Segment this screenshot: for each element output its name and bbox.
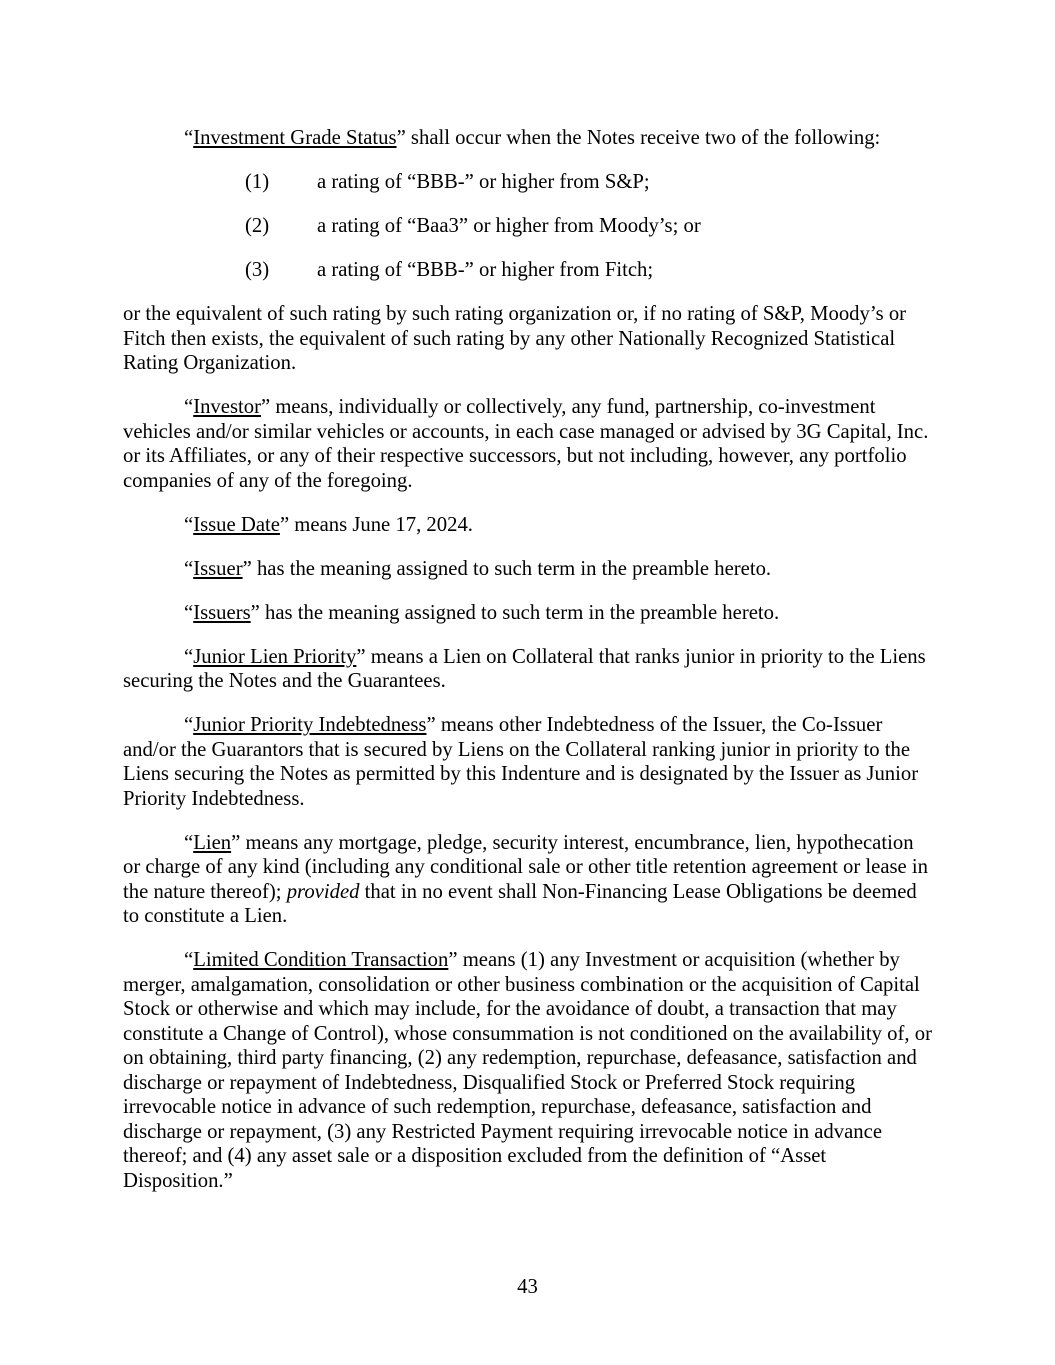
paragraph-text: ” means (1) any Investment or acquisition (whether by merger, amalgamation, consolidation or other business combination or the acquisition of Capital Stock or otherwise and which may include, for the avoidance of doubt, a transaction that may constitute a Change of Control), whose consummation is not conditioned on the availability of, or on obtaining, third party financing, (2) any redemption, repurchase, defeasance, satisfaction and discharge or repayment of Indebtedness, Disqualified Stock or Preferred Stock requiring irrevocable notice in advance of such redemption, repurchase, defeasance, satisfaction and discharge or repayment, (3) any Restricted Payment requiring irrevocable notice in advance thereof; and (4) any asset sale or a disposition excluded from the definition of “Asset Disposition.” <box>123 949 932 1192</box>
paragraph-text: ” has the meaning assigned to such term in the preamble hereto. <box>250 601 780 624</box>
definition-junior-lien-priority <box>123 645 935 694</box>
definition-junior-priority-indebtedness <box>123 713 935 811</box>
page-number: 43 <box>517 1276 538 1298</box>
paragraph-text: ” means any mortgage, pledge, security interest, encumbrance, lien, hypothecation or charge of any kind (including any conditional sale or other title retention agreement or lease in the nature thereof); <box>123 831 929 903</box>
defined-term: Issuer <box>193 557 243 580</box>
definition-lien <box>123 831 935 929</box>
definition-limited-condition-transaction <box>123 948 935 1193</box>
defined-term: Investor <box>193 396 261 418</box>
defined-term: Junior Lien Priority <box>193 645 357 668</box>
open-quote: “ <box>184 831 194 854</box>
list-text: a rating of “BBB-” or higher from S&P; <box>317 171 650 193</box>
paragraph-text: that in no event shall Non-Financing Lease Obligations be deemed to constitute a Lien. <box>123 880 917 927</box>
rating-item-2 <box>245 214 935 239</box>
defined-term: Junior Priority Indebtedness <box>193 714 427 736</box>
defined-term: Limited Condition Transaction <box>193 949 449 971</box>
definition-issuer <box>123 557 935 582</box>
definition-investor <box>123 395 935 493</box>
paragraph-text: ” means June 17, 2024. <box>279 513 473 536</box>
italic-proviso: provided <box>286 880 360 903</box>
paragraph-text: ” shall occur when the Notes receive two of the following: <box>396 127 881 149</box>
rating-item-1 <box>245 170 935 195</box>
paragraph-text: ” means, individually or collectively, any fund, partnership, co-investment vehicles and/or similar vehicles or accounts, in each case managed or advised by 3G Capital, Inc. or its Affiliates, or any of their respective successors, but not including, however, any portfolio companies of any of the foregoing. <box>123 396 929 492</box>
paragraph-text: ” means a Lien on Collateral that ranks junior in priority to the Liens securing the Notes and the Guarantees. <box>123 645 926 692</box>
defined-term: Issue Date <box>193 513 280 536</box>
open-quote: “ <box>184 601 194 624</box>
paragraph-text: ” means other Indebtedness of the Issuer, the Co-Issuer and/or the Guarantors that is secured by Liens on the Collateral ranking junior in priority to the Liens securing the Notes as permitted by this Indenture and is designated by the Issuer as Junior Priority Indebtedness. <box>123 714 919 810</box>
defined-term: Lien <box>193 831 232 854</box>
list-number: (2) <box>245 215 270 237</box>
definition-issue-date <box>123 513 935 538</box>
open-quote: “ <box>184 557 194 580</box>
document-content <box>123 126 935 1213</box>
list-number: (3) <box>245 259 270 281</box>
paragraph-text: ” has the meaning assigned to such term in the preamble hereto. <box>242 557 772 580</box>
open-quote: “ <box>184 645 194 668</box>
list-number: (1) <box>245 171 270 193</box>
rating-item-3 <box>245 258 935 283</box>
defined-term: Investment Grade Status <box>193 127 397 149</box>
open-quote: “ <box>184 396 194 418</box>
open-quote: “ <box>184 949 194 971</box>
list-text: a rating of “Baa3” or higher from Moody’s; or <box>317 215 701 237</box>
definition-investment-grade-status <box>123 126 935 151</box>
defined-term: Issuers <box>193 601 251 624</box>
rating-equivalent-paragraph: or the equivalent of such rating by such rating organization or, if no rating of S&P, Moody’s or Fitch then exists, the equivalent of such rating by any other Nationally Recognized Statistical Rating Organization. <box>123 303 907 374</box>
definition-issuers <box>123 601 935 626</box>
open-quote: “ <box>184 127 194 149</box>
list-text: a rating of “BBB-” or higher from Fitch; <box>317 259 654 281</box>
open-quote: “ <box>184 513 194 536</box>
open-quote: “ <box>184 714 194 736</box>
